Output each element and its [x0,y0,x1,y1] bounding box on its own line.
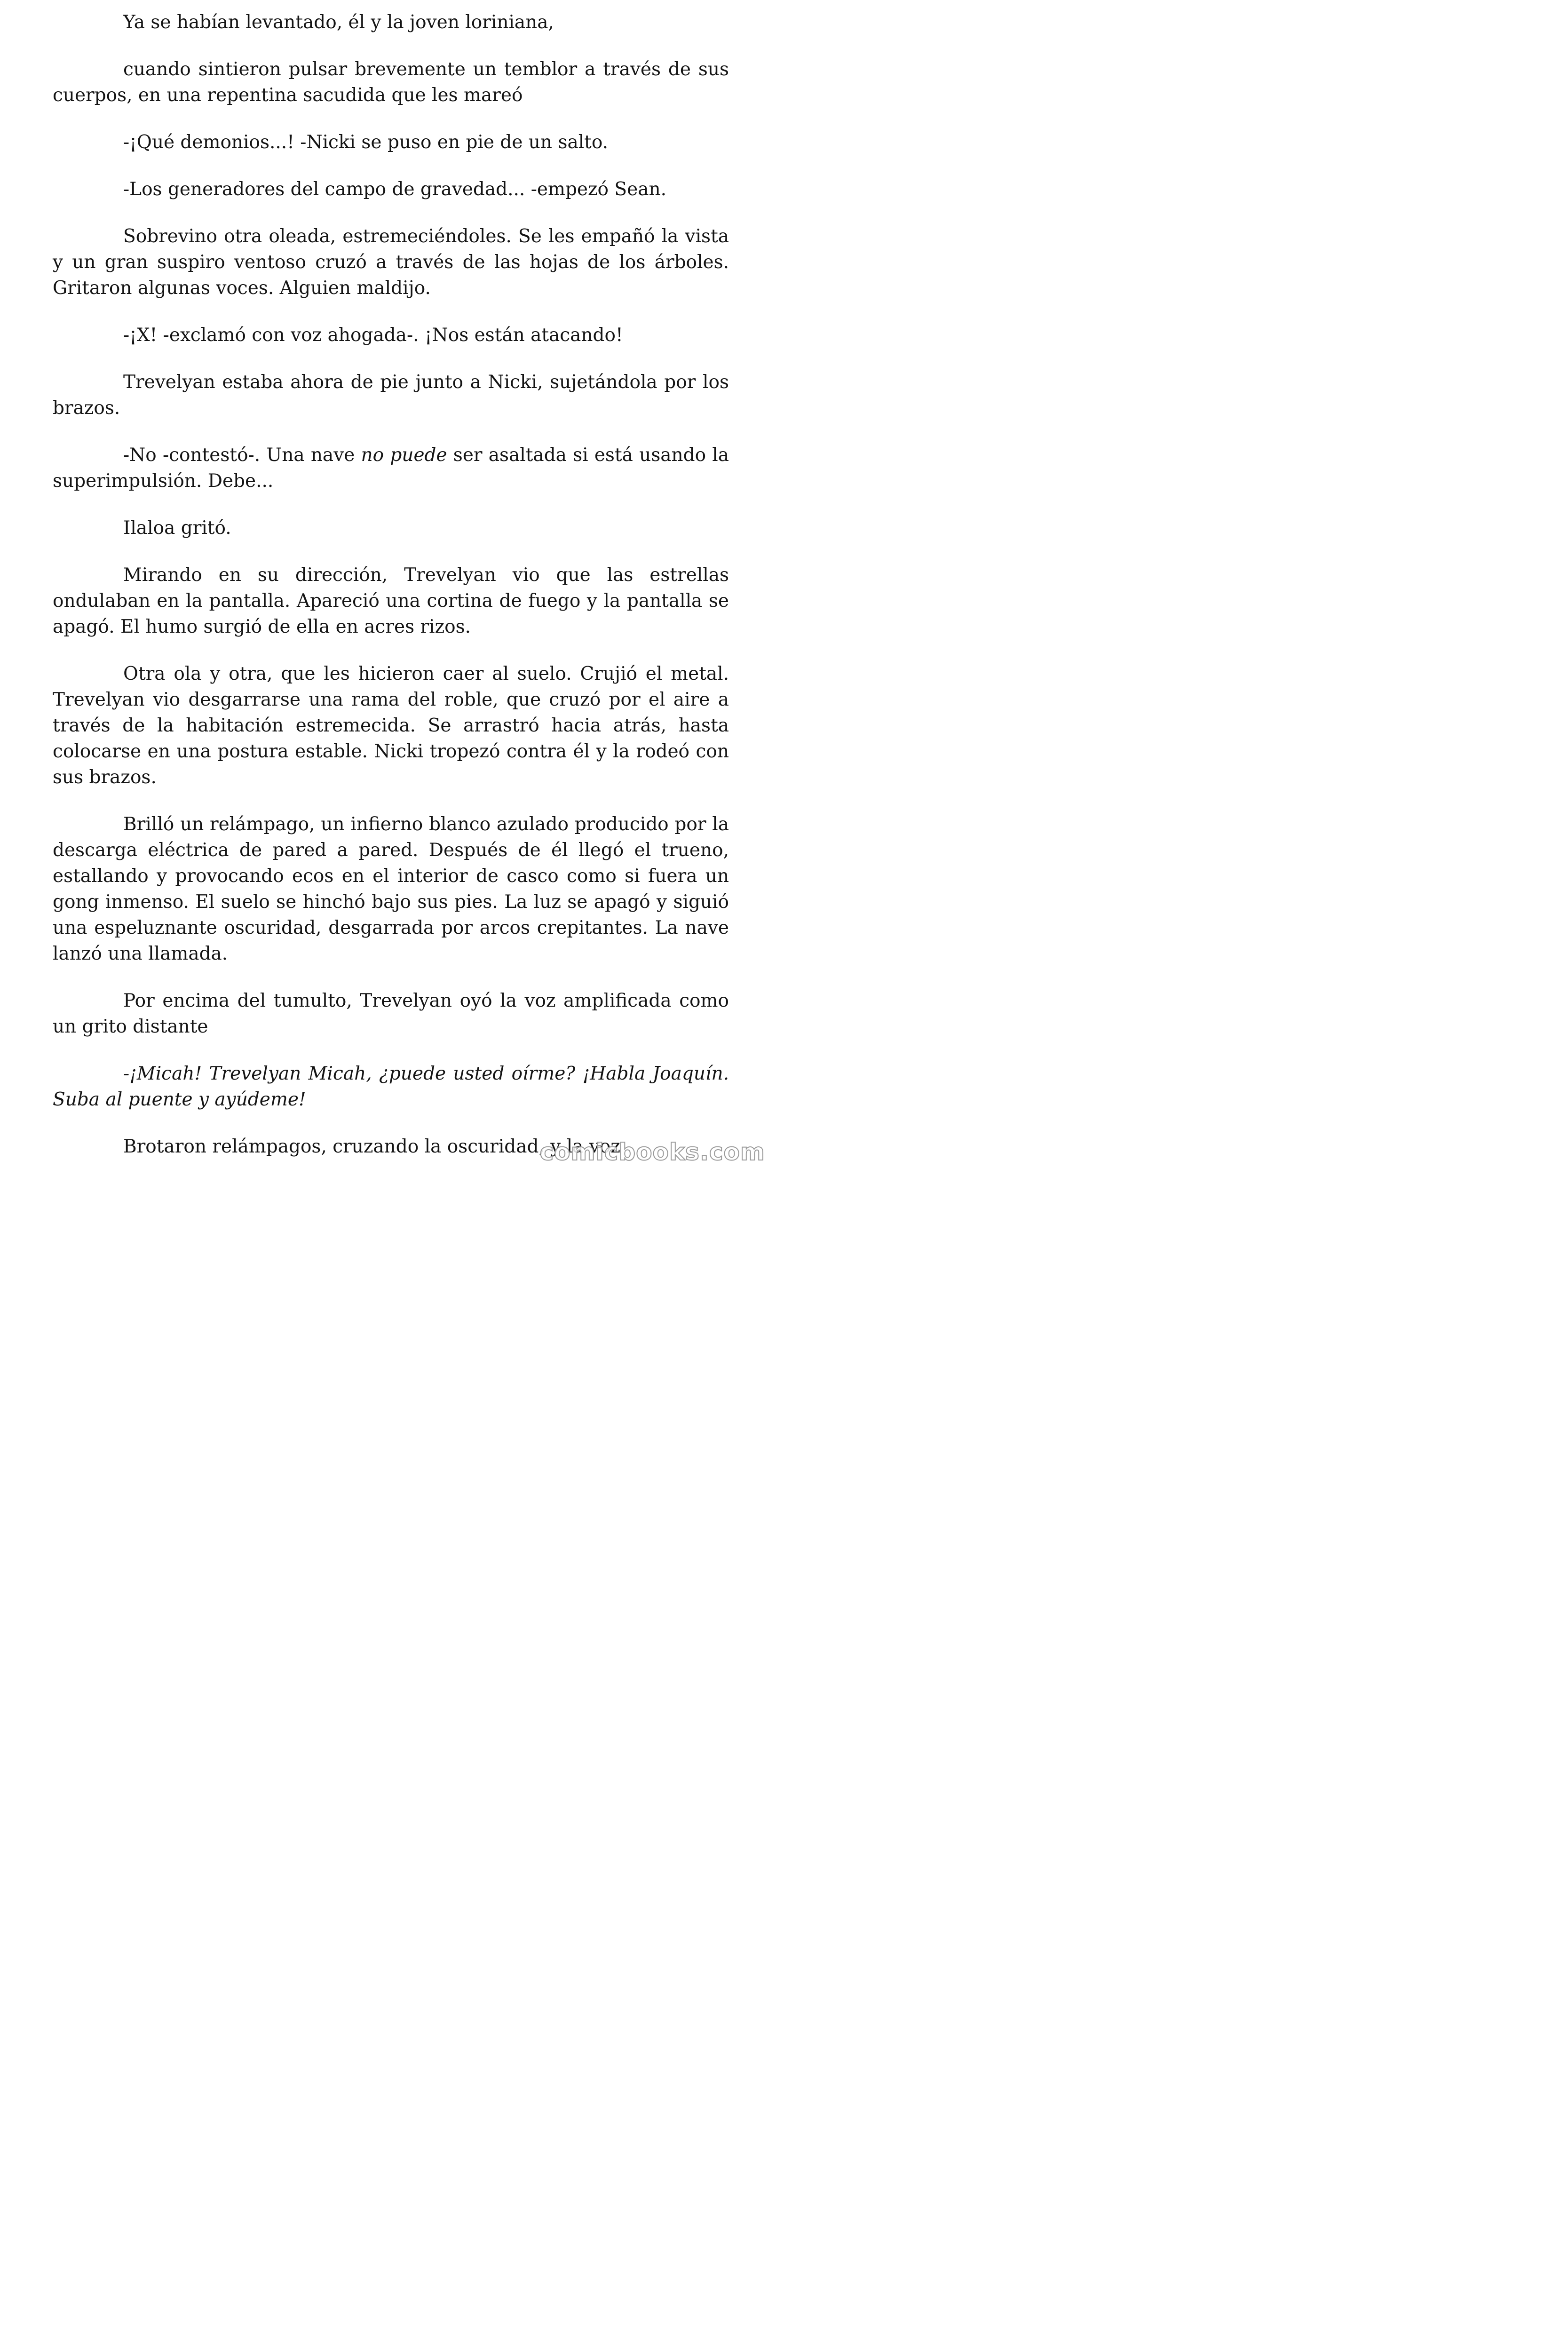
paragraph-8-text-before: -No -contestó-. Una nave [123,445,361,466]
paragraph-10: Mirando en su dirección, Trevelyan vio que las estrellas ondulaban en la pantalla. Apareció una cortina de fuego y la pantalla se apagó. El humo surgió de ella en acres rizos. [53,564,729,637]
paragraph-13: Por encima del tumulto, Trevelyan oyó la voz amplificada como un grito distante [53,990,729,1037]
paragraph-3: -¡Qué demonios...! -Nicki se puso en pie de un salto. [123,132,609,153]
watermark: comicbooks.com [539,1138,765,1166]
paragraph-6: -¡X! -exclamó con voz ahogada-. ¡Nos están atacando! [123,325,623,346]
paragraph-11: Otra ola y otra, que les hicieron caer al suelo. Crujió el metal. Trevelyan vio desgarrarse una rama del roble, que cruzó por el aire a través de la habitación estremecida. Se arrastró hacia atrás, hasta colocarse en una postura estable. Nicki tropezó contra él y la rodeó con sus brazos. [53,663,729,788]
paragraph-12: Brilló un relámpago, un infierno blanco azulado producido por la descarga eléctrica de pared a pared. Después de él llegó el trueno, estallando y provocando ecos en el interior de casco como si fuera un gong inmenso. El suelo se hinchó bajo sus pies. La luz se apagó y siguió una espeluznante oscuridad, desgarrada por arcos crepitantes. La nave lanzó una llamada. [53,814,729,964]
paragraph-8-emphasis: no puede [361,445,447,466]
paragraph-2: cuando sintieron pulsar brevemente un temblor a través de sus cuerpos, en una repentina sacudida que les mareó [53,59,729,106]
paragraph-15: Brotaron relámpagos, cruzando la oscuridad, y la voz [123,1136,620,1157]
paragraph-8-text-after: ser asaltada si está usando la superimpulsión. Debe... [53,445,729,492]
paragraph-5: Sobrevino otra oleada, estremeciéndoles. Se les empañó la vista y un gran suspiro ventoso cruzó a través de las hojas de los árboles. Gritaron algunas voces. Alguien maldijo. [53,226,729,299]
paragraph-14-italic: -¡Micah! Trevelyan Micah, ¿puede usted oírme? ¡Habla Joaquín. Suba al puente y ayúdeme! [53,1063,729,1110]
paragraph-4: -Los generadores del campo de gravedad... -empezó Sean. [123,179,666,200]
paragraph-1: Ya se habían levantado, él y la joven loriniana, [123,12,554,33]
document-page [53,9,729,1181]
paragraph-7: Trevelyan estaba ahora de pie junto a Nicki, sujetándola por los brazos. [53,372,729,419]
paragraph-8 [53,442,729,494]
paragraph-9: Ilaloa gritó. [123,517,231,539]
